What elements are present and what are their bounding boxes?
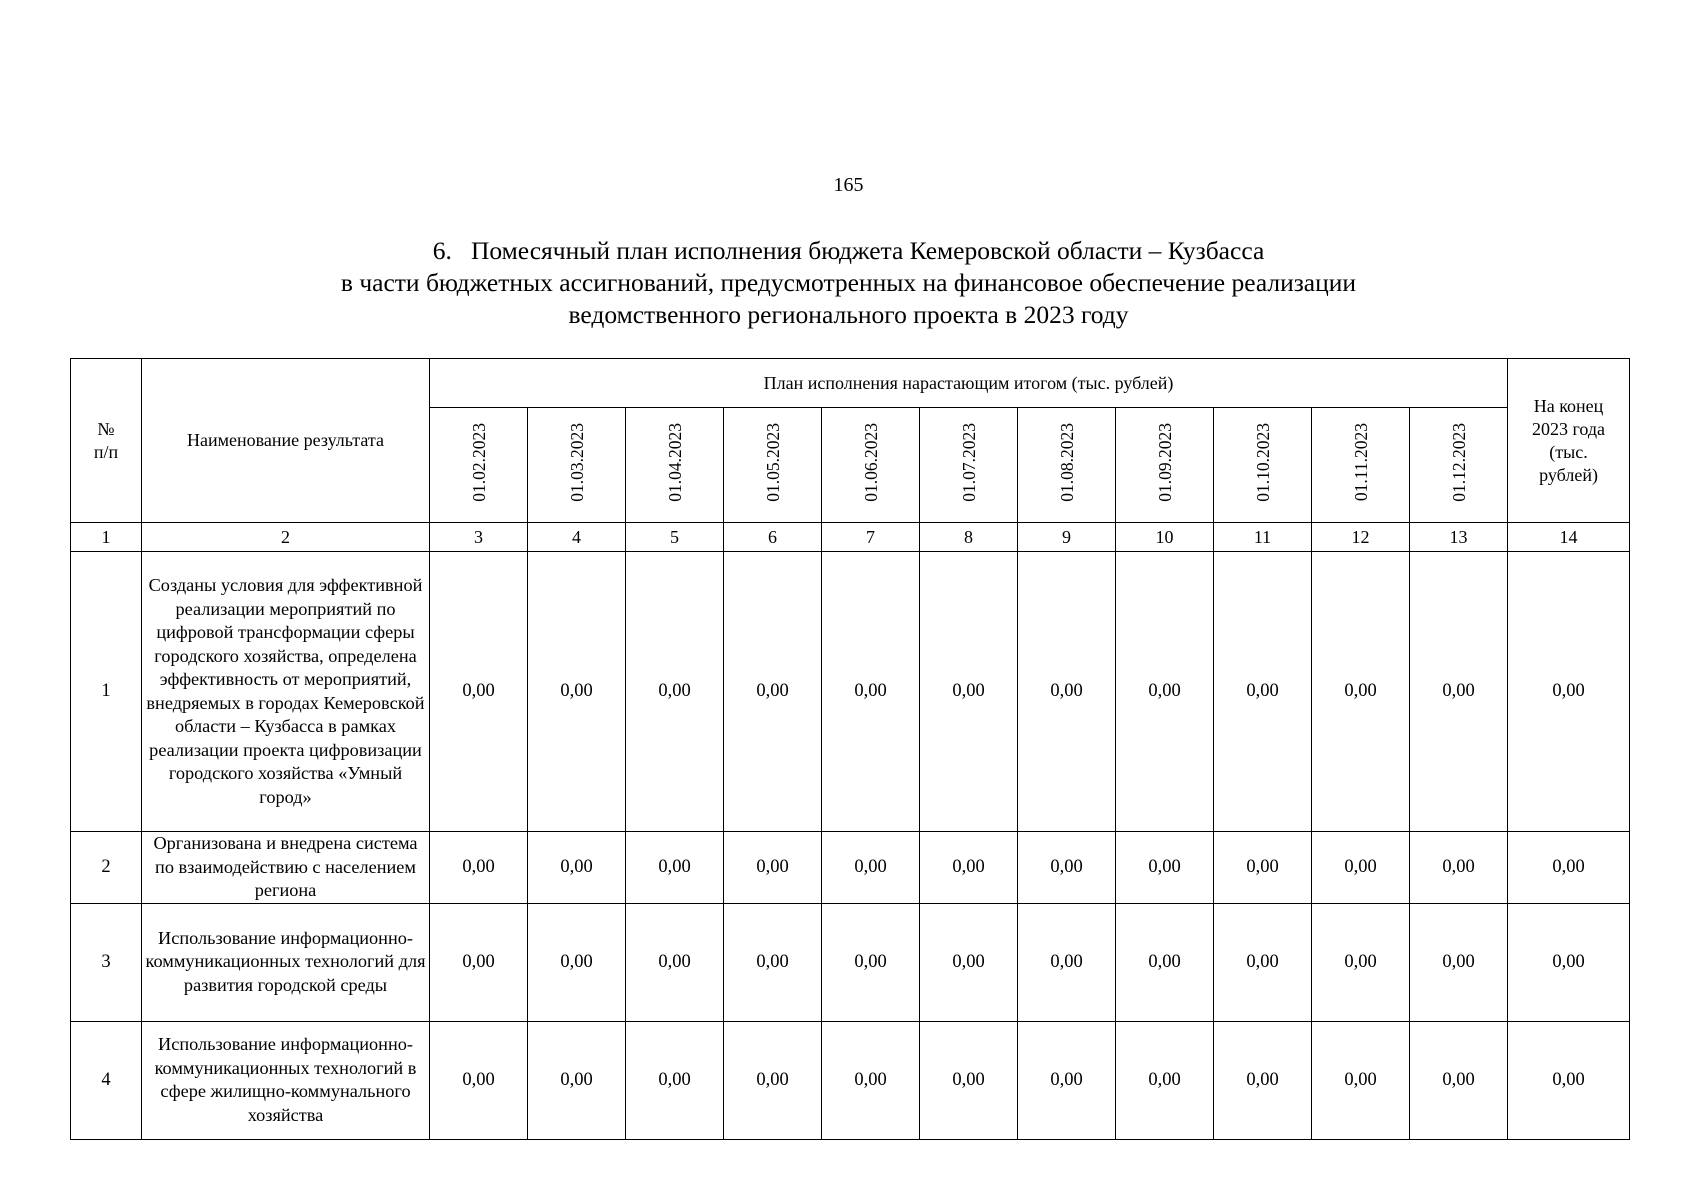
header-date-label: 01.05.2023: [762, 423, 783, 502]
header-name-label: Наименование результата: [187, 430, 384, 450]
value-cell: 0,00: [1116, 1021, 1214, 1139]
column-number: 1: [71, 523, 142, 552]
header-date: [1018, 408, 1116, 523]
value-cell: 0,00: [724, 832, 822, 904]
header-date-label: 01.03.2023: [566, 423, 587, 502]
value-cell: 0,00: [920, 903, 1018, 1021]
value-cell: 0,00: [822, 903, 920, 1021]
header-date-label: 01.08.2023: [1056, 423, 1077, 502]
value-cell: 0,00: [430, 1021, 528, 1139]
header-date: [430, 408, 528, 523]
value-cell: 0,00: [1018, 903, 1116, 1021]
value-cell: 0,00: [822, 832, 920, 904]
table-row: [71, 1021, 1630, 1139]
title-line-2: в части бюджетных ассигнований, предусмотренных на финансовое обеспечение реализации: [340, 268, 1357, 297]
header-date: [822, 408, 920, 523]
value-cell: 0,00: [1312, 1021, 1410, 1139]
column-number: 11: [1214, 523, 1312, 552]
header-date: [724, 408, 822, 523]
column-number: 2: [142, 523, 430, 552]
value-cell: 0,00: [724, 1021, 822, 1139]
value-cell: 0,00: [430, 832, 528, 904]
value-cell-year-end: 0,00: [1508, 552, 1630, 832]
value-cell: 0,00: [626, 832, 724, 904]
value-cell: 0,00: [1410, 832, 1508, 904]
header-end-of-year-label: На конец 2023 года (тыс. рублей): [1531, 395, 1606, 485]
header-plan-group-label: План исполнения нарастающим итогом (тыс. рублей): [763, 372, 1174, 393]
document-title: [0, 235, 1697, 331]
value-cell: 0,00: [1312, 903, 1410, 1021]
table-row: [71, 832, 1630, 904]
column-number: 6: [724, 523, 822, 552]
value-cell: 0,00: [1214, 832, 1312, 904]
title-line-3: ведомственного регионального проекта в 2023 году: [568, 300, 1129, 329]
row-num: 2: [71, 832, 142, 904]
column-number: 4: [528, 523, 626, 552]
header-date: [1410, 408, 1508, 523]
column-number: 13: [1410, 523, 1508, 552]
result-name: Созданы условия для эффективной реализации мероприятий по цифровой трансформации сферы городского хозяйства, определена эффективность от мероприятий, внедряемых в городах Кемеровской области – Кузбасса в рамках реализации проекта цифровизации городского хозяйства «Умный город»: [142, 552, 430, 832]
header-date: [920, 408, 1018, 523]
value-cell: 0,00: [724, 552, 822, 832]
value-cell: 0,00: [626, 903, 724, 1021]
page-number: 165: [833, 174, 864, 196]
column-number: 12: [1312, 523, 1410, 552]
value-cell: 0,00: [1214, 903, 1312, 1021]
column-number-row: [71, 523, 1630, 552]
value-cell-year-end: 0,00: [1508, 1021, 1630, 1139]
header-date: [528, 408, 626, 523]
value-cell: 0,00: [1312, 552, 1410, 832]
value-cell: 0,00: [1018, 1021, 1116, 1139]
row-num: 3: [71, 903, 142, 1021]
header-date-label: 01.06.2023: [860, 423, 881, 502]
value-cell: 0,00: [626, 552, 724, 832]
budget-plan-table: [70, 358, 1630, 1140]
column-number: 7: [822, 523, 920, 552]
value-cell: 0,00: [430, 903, 528, 1021]
value-cell: 0,00: [822, 1021, 920, 1139]
header-date-label: 01.09.2023: [1154, 423, 1175, 502]
row-num: 1: [71, 552, 142, 832]
header-date: [626, 408, 724, 523]
value-cell: 0,00: [920, 552, 1018, 832]
result-name: Использование информационно-коммуникационных технологий для развития городской среды: [142, 903, 430, 1021]
column-number: 8: [920, 523, 1018, 552]
value-cell: 0,00: [724, 903, 822, 1021]
value-cell: 0,00: [528, 903, 626, 1021]
value-cell: 0,00: [1116, 832, 1214, 904]
result-name: Использование информационно-коммуникационных технологий в сфере жилищно-коммунального хозяйства: [142, 1021, 430, 1139]
value-cell: 0,00: [1410, 552, 1508, 832]
title-line-1: 6. Помесячный план исполнения бюджета Кемеровской области – Кузбасса: [432, 236, 1265, 265]
header-date: [1312, 408, 1410, 523]
value-cell: 0,00: [1116, 552, 1214, 832]
value-cell: 0,00: [822, 552, 920, 832]
column-number: 9: [1018, 523, 1116, 552]
value-cell: 0,00: [1214, 1021, 1312, 1139]
value-cell: 0,00: [1410, 1021, 1508, 1139]
header-date-label: 01.07.2023: [958, 423, 979, 502]
value-cell: 0,00: [626, 1021, 724, 1139]
result-name: Организована и внедрена система по взаимодействию с населением региона: [142, 832, 430, 904]
table-row: [71, 903, 1630, 1021]
table-row: [71, 552, 1630, 832]
column-number: 10: [1116, 523, 1214, 552]
value-cell: 0,00: [528, 552, 626, 832]
column-number: 14: [1508, 523, 1630, 552]
header-num: [71, 359, 142, 523]
header-date-label: 01.10.2023: [1252, 423, 1273, 502]
value-cell: 0,00: [528, 832, 626, 904]
row-num: 4: [71, 1021, 142, 1139]
column-number: 5: [626, 523, 724, 552]
value-cell: 0,00: [920, 1021, 1018, 1139]
header-plan-group: [430, 359, 1508, 408]
header-num-label: № п/п: [93, 418, 119, 462]
header-date-label: 01.04.2023: [664, 423, 685, 502]
value-cell: 0,00: [1018, 832, 1116, 904]
header-name: [142, 359, 430, 523]
value-cell: 0,00: [1410, 903, 1508, 1021]
header-date: [1214, 408, 1312, 523]
value-cell: 0,00: [1312, 832, 1410, 904]
header-date-label: 01.02.2023: [468, 423, 489, 502]
header-date: [1116, 408, 1214, 523]
value-cell: 0,00: [430, 552, 528, 832]
column-number: 3: [430, 523, 528, 552]
header-end-of-year: [1508, 359, 1630, 523]
header-date-label: 01.11.2023: [1350, 423, 1371, 502]
value-cell: 0,00: [1116, 903, 1214, 1021]
header-date-label: 01.12.2023: [1448, 423, 1469, 502]
value-cell: 0,00: [1214, 552, 1312, 832]
value-cell-year-end: 0,00: [1508, 903, 1630, 1021]
value-cell: 0,00: [528, 1021, 626, 1139]
value-cell: 0,00: [920, 832, 1018, 904]
value-cell-year-end: 0,00: [1508, 832, 1630, 904]
value-cell: 0,00: [1018, 552, 1116, 832]
